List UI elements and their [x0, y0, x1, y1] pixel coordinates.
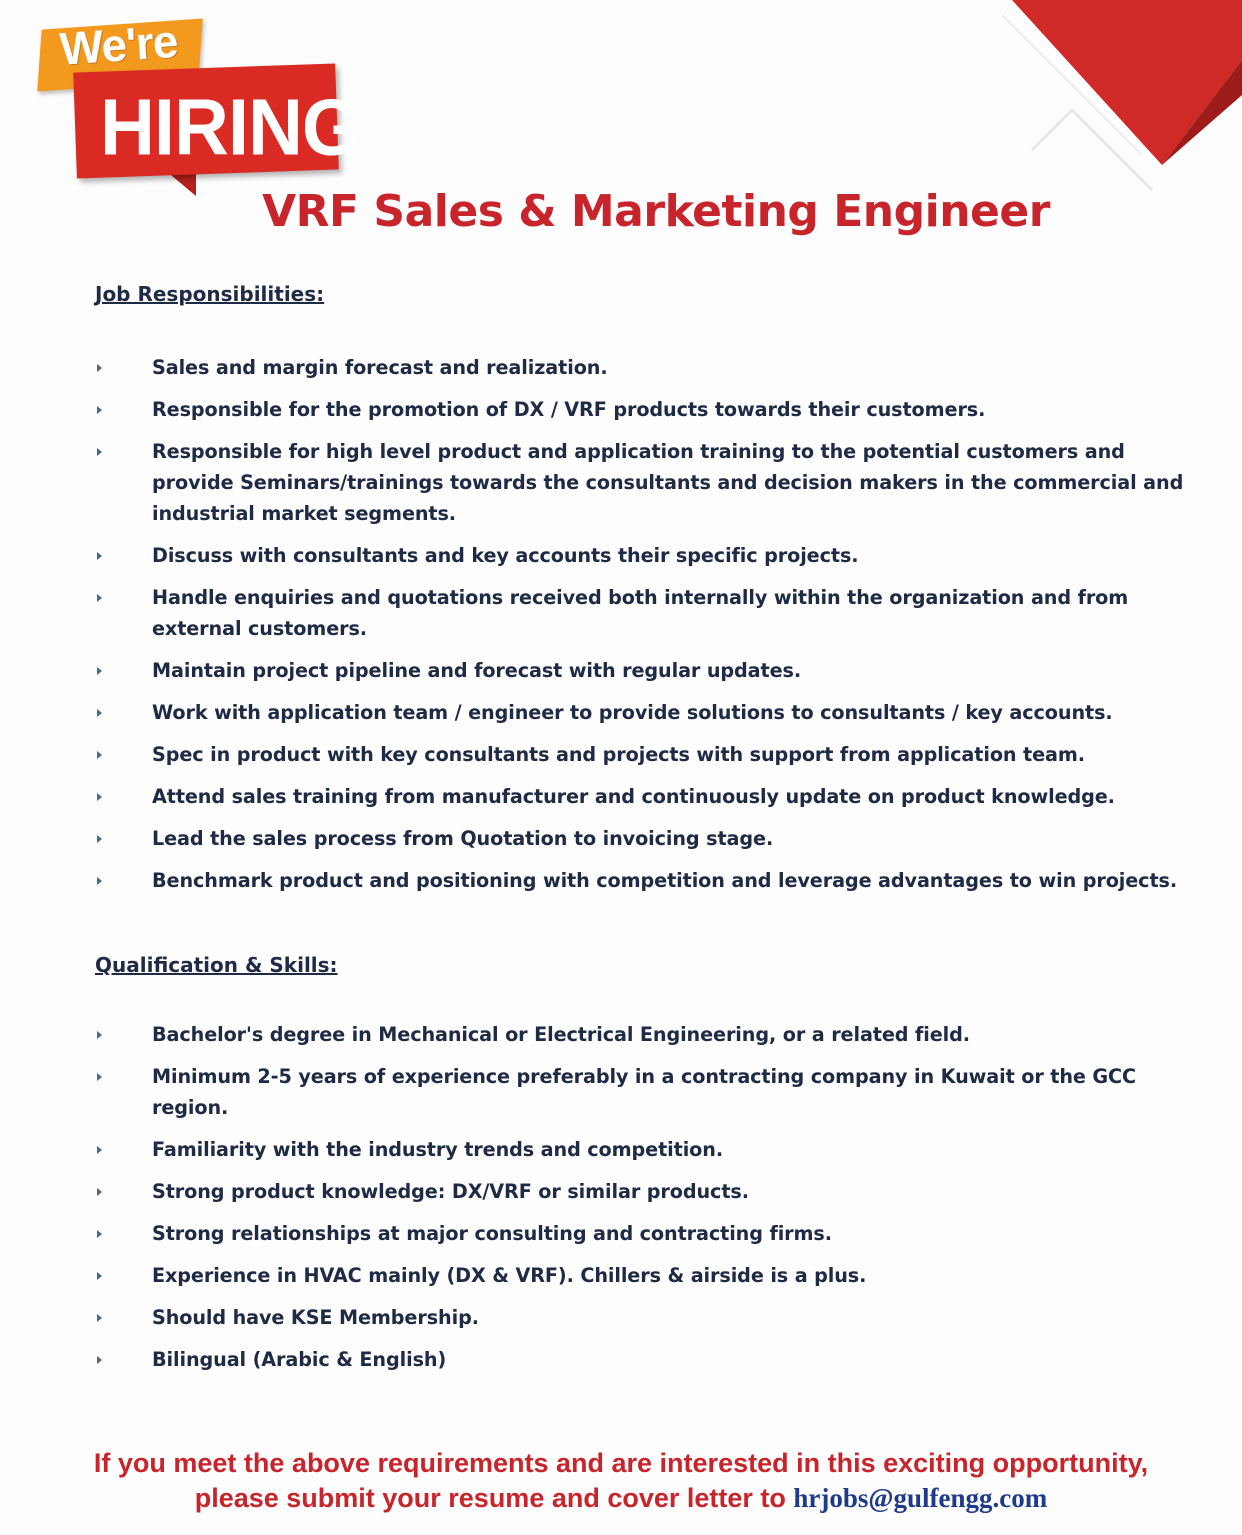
application-instructions: [0, 1446, 1242, 1516]
corner-ribbon-decoration: [1002, 0, 1242, 200]
qualifications-heading: Qualification & Skills:: [95, 953, 338, 977]
bullet-arrow-icon: [97, 1146, 102, 1154]
qualification-item: [95, 1344, 1185, 1375]
responsibility-item: [95, 436, 1185, 529]
qualification-item-text: Minimum 2-5 years of experience preferably in a contracting company in Kuwait or the GCC region.: [152, 1065, 1137, 1119]
bullet-arrow-icon: [97, 877, 102, 885]
bullet-arrow-icon: [97, 594, 102, 602]
bullet-arrow-icon: [97, 1188, 102, 1196]
responsibility-item-text: Lead the sales process from Quotation to invoicing stage.: [152, 827, 774, 850]
responsibility-item: [95, 865, 1185, 896]
responsibility-item: [95, 781, 1185, 812]
responsibility-item: [95, 655, 1185, 686]
bullet-arrow-icon: [97, 1031, 102, 1039]
qualification-item-text: Bachelor's degree in Mechanical or Electrical Engineering, or a related field.: [152, 1023, 970, 1046]
responsibility-item: [95, 582, 1185, 644]
footer-line-2: [0, 1481, 1242, 1516]
responsibility-item-text: Discuss with consultants and key accounts their specific projects.: [152, 544, 859, 567]
bullet-arrow-icon: [97, 1356, 102, 1364]
hiring-badge: [20, 10, 360, 190]
bullet-arrow-icon: [97, 364, 102, 372]
responsibility-item-text: Responsible for high level product and application training to the potential customers and provide Seminars/trainings towards the consultants and decision makers in the commercial and industrial market segments.: [152, 440, 1184, 525]
responsibility-item-text: Work with application team / engineer to provide solutions to consultants / key accounts.: [152, 701, 1113, 724]
responsibility-item-text: Maintain project pipeline and forecast with regular updates.: [152, 659, 802, 682]
qualification-item: [95, 1260, 1185, 1291]
responsibility-item-text: Attend sales training from manufacturer and continuously update on product knowledge.: [152, 785, 1115, 808]
bullet-arrow-icon: [97, 1073, 102, 1081]
qualification-item: [95, 1176, 1185, 1207]
bullet-arrow-icon: [97, 406, 102, 414]
bullet-arrow-icon: [97, 751, 102, 759]
qualification-item: [95, 1019, 1185, 1050]
qualification-item-text: Familiarity with the industry trends and competition.: [152, 1138, 724, 1161]
qualification-item-text: Bilingual (Arabic & English): [152, 1348, 447, 1371]
qualification-item: [95, 1061, 1185, 1123]
responsibility-item: [95, 739, 1185, 770]
responsibilities-list: [95, 352, 1185, 907]
responsibility-item: [95, 352, 1185, 383]
bullet-arrow-icon: [97, 709, 102, 717]
contact-email-link[interactable]: hrjobs@gulfengg.com: [793, 1483, 1048, 1513]
bullet-arrow-icon: [97, 1272, 102, 1280]
bullet-arrow-icon: [97, 552, 102, 560]
bullet-arrow-icon: [97, 835, 102, 843]
qualification-item: [95, 1302, 1185, 1333]
qualification-item-text: Should have KSE Membership.: [152, 1306, 479, 1329]
bullet-arrow-icon: [97, 1230, 102, 1238]
responsibility-item-text: Sales and margin forecast and realization.: [152, 356, 608, 379]
bullet-arrow-icon: [97, 448, 102, 456]
qualification-item-text: Strong relationships at major consulting and contracting firms.: [152, 1222, 832, 1245]
badge-hiring-text: HIRING: [100, 83, 360, 173]
responsibility-item-text: Responsible for the promotion of DX / VRF products towards their customers.: [152, 398, 986, 421]
responsibility-item: [95, 823, 1185, 854]
qualification-item: [95, 1218, 1185, 1249]
qualification-item-text: Experience in HVAC mainly (DX & VRF). Chillers & airside is a plus.: [152, 1264, 867, 1287]
bullet-arrow-icon: [97, 1314, 102, 1322]
responsibility-item: [95, 540, 1185, 571]
badge-were-text: We're: [58, 14, 180, 75]
qualification-item: [95, 1134, 1185, 1165]
bullet-arrow-icon: [97, 667, 102, 675]
qualification-item-text: Strong product knowledge: DX/VRF or similar products.: [152, 1180, 749, 1203]
responsibility-item: [95, 394, 1185, 425]
footer-line-2-text: please submit your resume and cover letter to: [194, 1483, 794, 1513]
job-title: VRF Sales & Marketing Engineer: [262, 186, 1050, 237]
bullet-arrow-icon: [97, 793, 102, 801]
responsibility-item: [95, 697, 1185, 728]
responsibility-item-text: Handle enquiries and quotations received both internally within the organization and from external customers.: [152, 586, 1129, 640]
responsibilities-heading: Job Responsibilities:: [95, 282, 325, 306]
footer-line-1: If you meet the above requirements and are interested in this exciting opportunity,: [93, 1448, 1149, 1478]
responsibility-item-text: Benchmark product and positioning with competition and leverage advantages to win projects.: [152, 869, 1178, 892]
qualifications-list: [95, 1019, 1185, 1386]
responsibility-item-text: Spec in product with key consultants and projects with support from application team.: [152, 743, 1085, 766]
